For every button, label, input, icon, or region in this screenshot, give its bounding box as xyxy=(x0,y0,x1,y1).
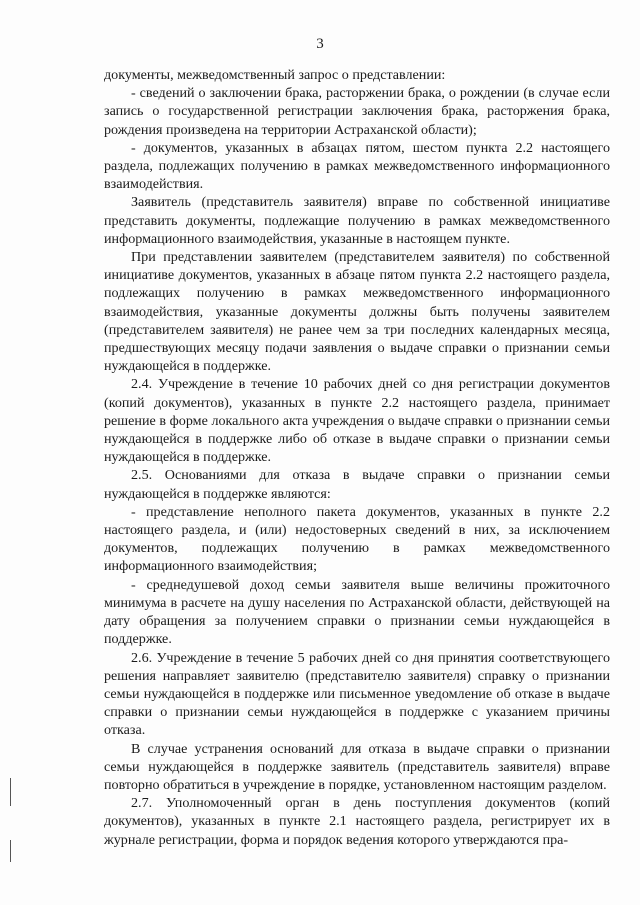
paragraph-11: В случае устранения оснований для отказа в выдаче справки о признании семьи нуждающейся в поддержке заявитель (представитель заявителя) вправе повторно обратиться в учреждение в порядке, установленном настоящим разделом. xyxy=(104,740,610,793)
paragraph-10: 2.6. Учреждение в течение 5 рабочих дней со дня принятия соответствующего решения направляет заявителю (представителю заявителя) справку о признании семьи нуждающейся в поддержке или письменное уведомление об отказе в выдаче справки о признании семьи нуждающейся в поддержке с указанием причины отказа. xyxy=(104,649,610,739)
scan-margin-mark xyxy=(10,840,11,862)
scan-margin-mark xyxy=(10,778,11,806)
paragraph-2: - сведений о заключении брака, расторжении брака, о рождении (в случае если запись о государственной регистрации заключения брака, расторжения брака, рождения произведена на территории Астраханской области); xyxy=(104,85,610,138)
paragraph-7: 2.5. Основаниями для отказа в выдаче справки о признании семьи нуждающейся в поддержке являются: xyxy=(104,467,610,502)
paragraph-4: Заявитель (представитель заявителя) вправе по собственной инициативе представить документы, подлежащие получению в рамках межведомственного информационного взаимодействия, указанные в настоящем пункте. xyxy=(104,194,610,247)
paragraph-6: 2.4. Учреждение в течение 10 рабочих дней со дня регистрации документов (копий документов), указанных в пункте 2.2 настоящего раздела, принимает решение в форме локального акта учреждения о выдаче справки о признании семьи нуждающейся в поддержке либо об отказе в выдаче справки о признании семьи нуждающейся в поддержке. xyxy=(104,376,610,466)
paragraph-9: - среднедушевой доход семьи заявителя выше величины прожиточного минимума в расчете на душу населения по Астраханской области, действующей на дату обращения за получением справки о признании семьи нуждающейся в поддержке. xyxy=(104,576,610,648)
paragraph-1: документы, межведомственный запрос о представлении: xyxy=(104,67,446,83)
document-body xyxy=(104,66,610,849)
paragraph-5: При представлении заявителем (представителем заявителя) по собственной инициативе документов, указанных в абзаце пятом пункта 2.2 настоящего раздела, подлежащих получению в рамках межведомственного информационного взаимодействия, указанные документы должны быть получены заявителем (представителем заявителя) не ранее чем за три последних календарных месяца, предшествующих месяцу подачи заявления о выдаче справки о признании семьи нуждающейся в поддержке. xyxy=(104,249,610,375)
page-number: 3 xyxy=(316,36,324,52)
paragraph-12: 2.7. Уполномоченный орган в день поступления документов (копий документов), указанных в пункте 2.1 настоящего раздела, регистрирует их в журнале регистрации, форма и порядок ведения которого утверждаются пра- xyxy=(104,795,610,848)
paragraph-3: - документов, указанных в абзацах пятом, шестом пункта 2.2 настоящего раздела, подлежащих получению в рамках межведомственного информационного взаимодействия. xyxy=(104,139,610,193)
paragraph-8: - представление неполного пакета документов, указанных в пункте 2.2 настоящего раздела, и (или) недостоверных сведений в них, за исключением документов, подлежащих получению в рамках межведомственного информационного взаимодействия; xyxy=(104,503,610,575)
